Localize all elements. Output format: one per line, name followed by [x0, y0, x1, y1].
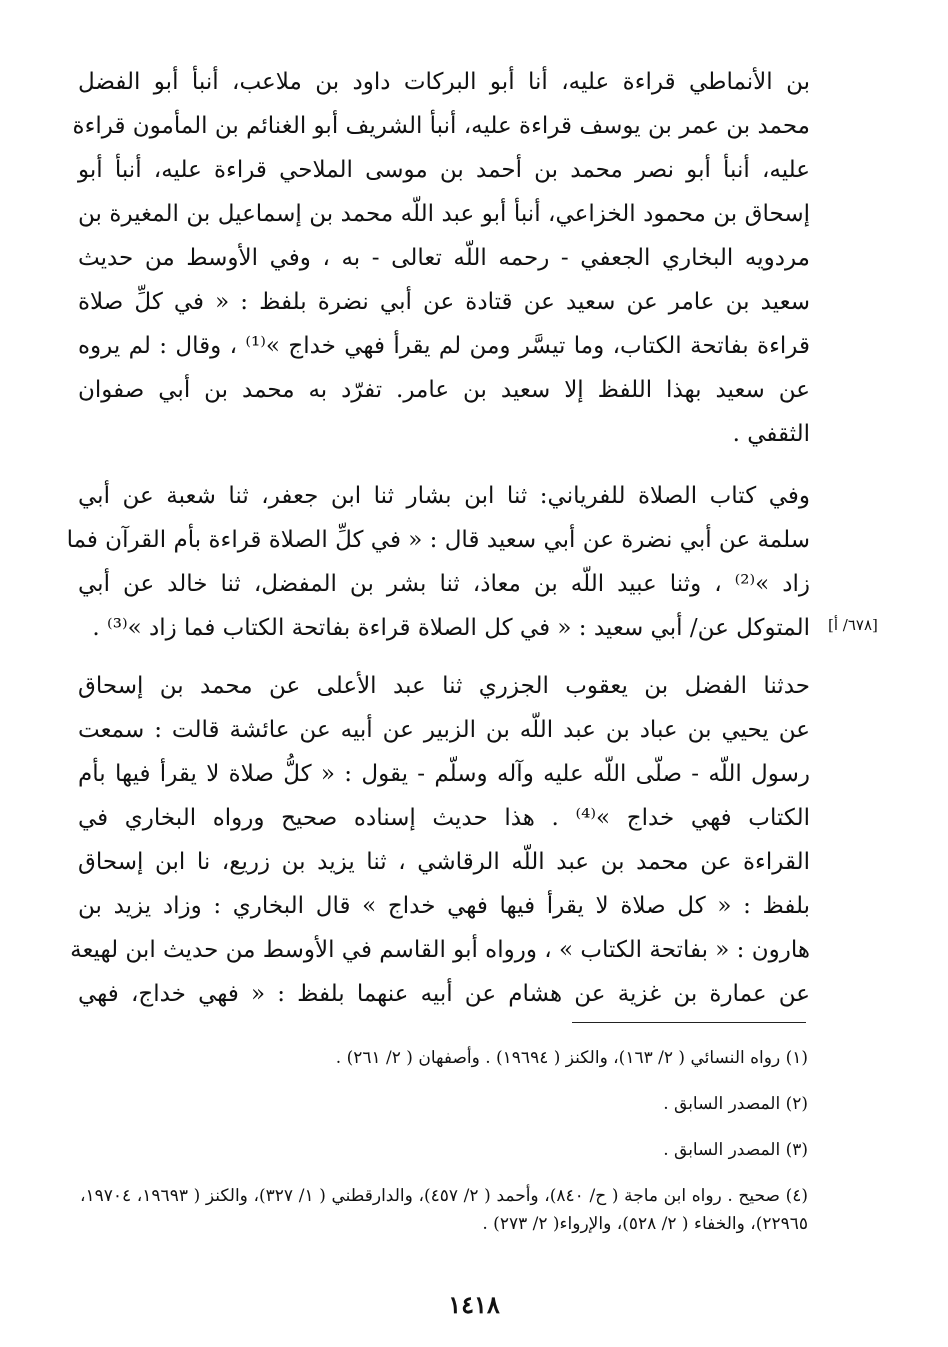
- paragraph-2-line: سلمة عن أبي نضرة عن أبي سعيد قال : « في كلِّ الصلاة قراءة بأم القرآن فما: [66, 527, 810, 553]
- paragraph-3-line: عن يحيي بن عباد بن عبد اللّه بن الزبير عن أبيه عن عائشة قالت : سمعت: [78, 717, 810, 743]
- footnote-2: (٢) المصدر السابق .: [663, 1094, 808, 1114]
- paragraph-2: [66, 474, 810, 650]
- page-number: ١٤١٨: [448, 1290, 500, 1319]
- paragraph-1: [72, 60, 810, 456]
- paragraph-3-line: حدثنا الفضل بن يعقوب الجزري ثنا عبد الأعلى عن محمد بن إسحاق: [78, 673, 810, 699]
- paragraph-2-line: المتوكل عن/ أبي سعيد : « في كل الصلاة قراءة بفاتحة الكتاب فما زاد »⁽³⁾ .: [92, 615, 810, 641]
- paragraph-1-line: بن الأنماطي قراءة عليه، أنا أبو البركات داود بن ملاعب، أنبأ أبو الفضل: [78, 69, 810, 95]
- paragraph-1-line: عن سعيد بهذا اللفظ إلا سعيد بن عامر. تفرّد به محمد بن أبي صفوان: [78, 377, 810, 403]
- paragraph-1-line: قراءة بفاتحة الكتاب، وما تيسَّر ومن لم يقرأ فهي خداج »⁽¹⁾ ، وقال : لم يروه: [78, 333, 810, 359]
- paragraph-3-line: عن عمارة بن غزية عن هشام عن أبيه عنهما بلفظ : « فهي خداج، فهي: [78, 981, 810, 1007]
- footnote-1: (١) رواه النسائي ( ٢/ ١٦٣)، والكنز ( ١٩٦٩٤) . وأصفهان ( ٢/ ٢٦١) .: [335, 1048, 808, 1068]
- footnotes: [80, 1044, 808, 1256]
- paragraph-2-line: وفي كتاب الصلاة للفرياني: ثنا ابن بشار ثنا ابن جعفر، ثنا شعبة عن أبي: [78, 483, 810, 509]
- footnote-4: (٤) صحيح . رواه ابن ماجة ( ح/ ٨٤٠)، وأحمد ( ٢/ ٤٥٧)، والدارقطني ( ١/ ٣٢٧)، والكنز ( ١٩٦٩٣، ١٩٧٠٤، ٢٢٩٦٥)، والخفاء ( ٢/ ٥٢٨)، والإرواء( ٢/ ٢٧٣) .: [80, 1186, 808, 1234]
- paragraph-1-line: الثقفي .: [732, 421, 810, 447]
- footnote-3: (٣) المصدر السابق .: [663, 1140, 808, 1160]
- paragraph-3: [70, 664, 810, 1016]
- paragraph-1-line: عليه، أنبأ أبو نصر محمد بن أحمد بن موسى الملاحي قراءة عليه، أنبأ أبو: [78, 157, 810, 183]
- paragraph-3-line: هارون : « بفاتحة الكتاب » ، ورواه أبو القاسم في الأوسط من حديث ابن لهيعة: [70, 937, 810, 963]
- paragraph-3-line: بلفظ : « كل صلاة لا يقرأ فيها فهي خداج » قال البخاري : وزاد يزيد بن: [78, 893, 810, 919]
- paragraph-1-line: سعيد بن عامر عن سعيد عن قتادة عن أبي نضرة بلفظ : « في كلِّ صلاة: [78, 289, 810, 315]
- paragraph-2-line: زاد »⁽²⁾ ، وثنا عبيد اللّه بن معاذ، ثنا بشر بن المفضل، ثنا خالد عن أبي: [78, 571, 810, 597]
- manuscript-folio-reference: [٦٧٨/ أ]: [828, 616, 878, 634]
- footnote-divider: [572, 1022, 806, 1023]
- paragraph-3-line: رسول اللّه - صلّى اللّه عليه وآله وسلّم - يقول : « كلُّ صلاة لا يقرأ فيها بأم: [78, 761, 810, 787]
- paragraph-1-line: إسحاق بن محمود الخزاعي، أنبأ أبو عبد اللّه محمد بن إسماعيل بن المغيرة بن: [78, 201, 810, 227]
- paragraph-3-line: الكتاب فهي خداج »⁽⁴⁾ . هذا حديث إسناده صحيح ورواه البخاري في: [78, 805, 810, 831]
- paragraph-1-line: مردويه البخاري الجعفي - رحمه اللّه تعالى - به ، وفي الأوسط من حديث: [78, 245, 810, 271]
- paragraph-1-line: محمد بن عمر بن يوسف قراءة عليه، أنبأ الشريف أبو الغنائم بن المأمون قراءة: [72, 113, 810, 139]
- paragraph-3-line: القراءة عن محمد بن عبد اللّه الرقاشي ، ثنا يزيد بن زريع، نا ابن إسحاق: [78, 849, 810, 875]
